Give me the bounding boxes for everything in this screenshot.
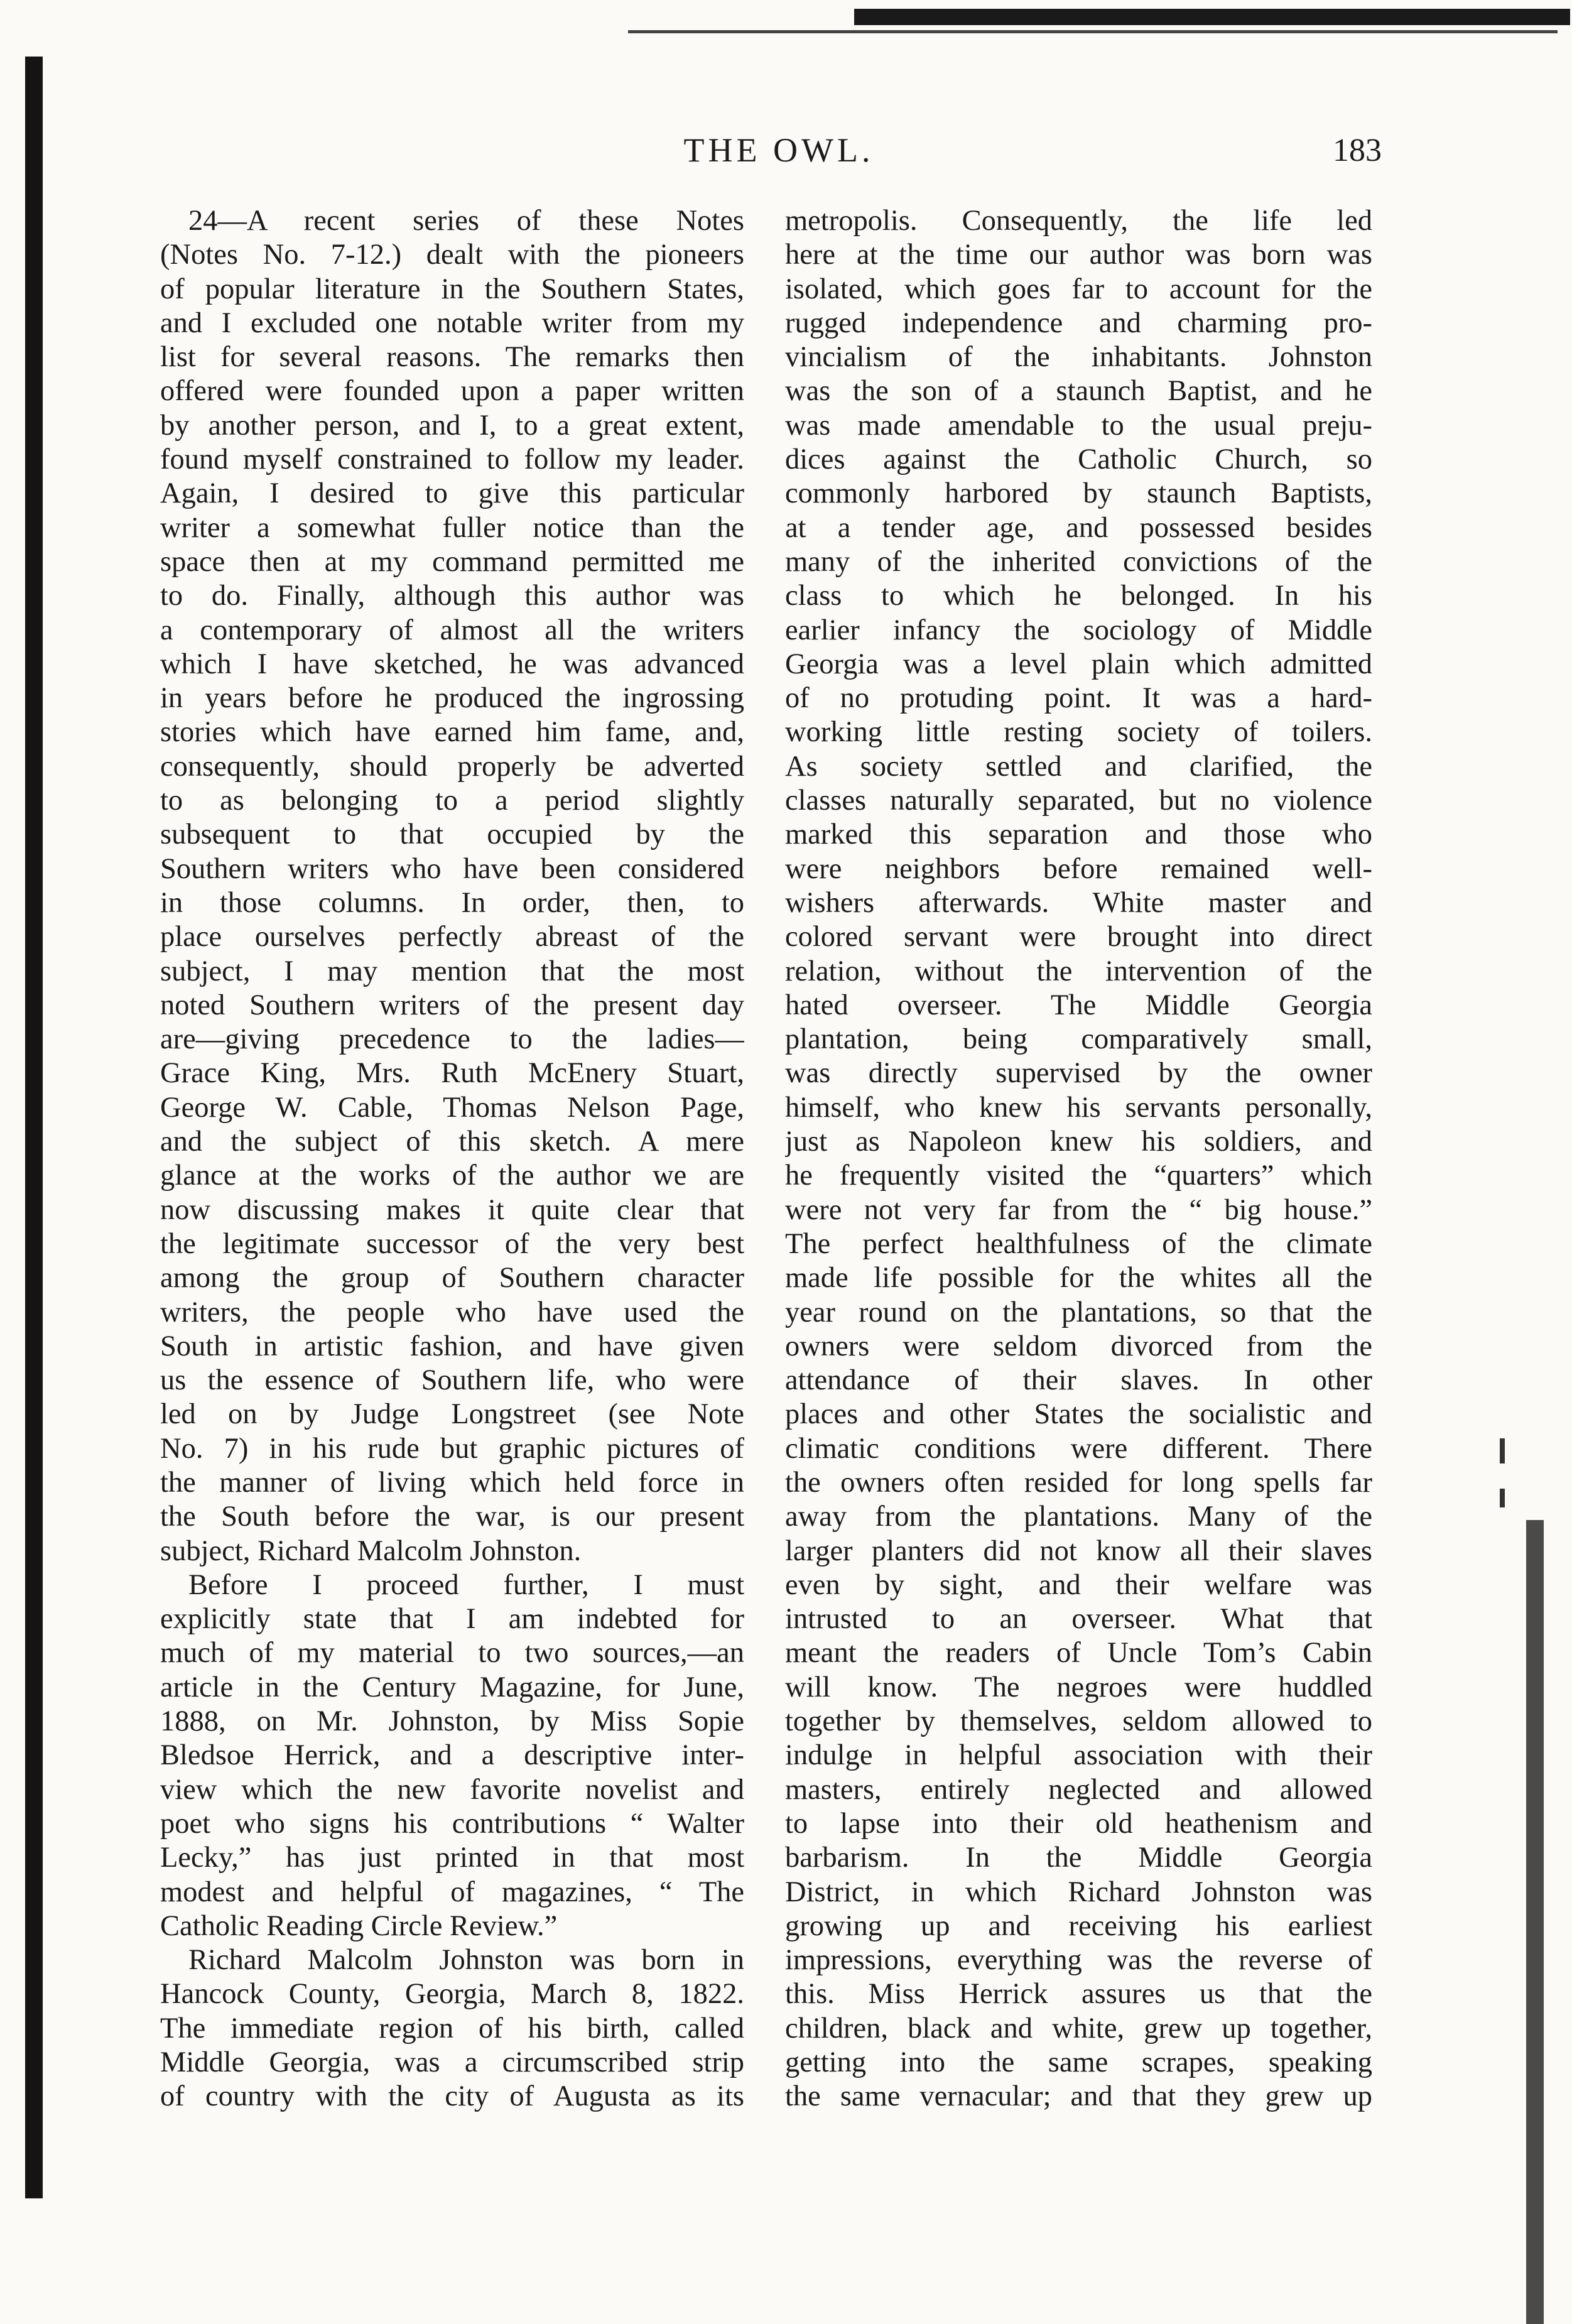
text-line: The perfect healthfulness of the climate (785, 1227, 1372, 1260)
text-line: many of the inherited convictions of the (785, 545, 1372, 578)
page-title: THE OWL. (683, 131, 874, 169)
text-line: to do. Finally, although this author was (160, 580, 744, 612)
text-line: noted Southern writers of the present day (160, 989, 744, 1021)
text-line: 1888, on Mr. Johnston, by Miss Sopie (160, 1705, 744, 1738)
text-line: were not very far from the “ big house.” (785, 1193, 1372, 1226)
text-line: Georgia was a level plain which admitted (785, 648, 1372, 680)
left-binding-edge (25, 57, 43, 2198)
text-line: view which the new favorite novelist and (160, 1773, 744, 1806)
text-line: wishers afterwards. White master and (785, 886, 1372, 919)
text-line: at a tender age, and possessed besides (785, 511, 1372, 544)
text-line: growing up and receiving his earliest (785, 1909, 1372, 1942)
text-line: Before I proceed further, I must (188, 1568, 744, 1601)
text-line: now discussing makes it quite clear that (160, 1193, 744, 1226)
text-line: Grace King, Mrs. Ruth McEnery Stuart, (160, 1057, 744, 1090)
text-line: climatic conditions were different. There (785, 1432, 1372, 1465)
text-line: in years before he produced the ingrossing (160, 682, 744, 715)
text-line: getting into the same scrapes, speaking (785, 2046, 1372, 2079)
text-line: Bledsoe Herrick, and a descriptive inter- (160, 1739, 744, 1772)
text-line: Richard Malcolm Johnston was born in (188, 1944, 744, 1977)
text-line: George W. Cable, Thomas Nelson Page, (160, 1091, 744, 1124)
text-line: Again, I desired to give this particular (160, 477, 744, 510)
text-line: are—giving precedence to the ladies— (160, 1023, 744, 1056)
text-line: plantation, being comparatively small, (785, 1023, 1372, 1056)
top-thin-rule (628, 30, 1558, 33)
text-line: made life possible for the whites all the (785, 1262, 1372, 1295)
text-line: consequently, should properly be adverted (160, 750, 744, 783)
text-line: modest and helpful of magazines, “ The (160, 1876, 744, 1908)
text-line: and the subject of this sketch. A mere (160, 1126, 744, 1158)
text-line: was made amendable to the usual preju- (785, 409, 1372, 442)
text-line: colored servant were brought into direct (785, 921, 1372, 953)
text-line: marked this separation and those who (785, 818, 1372, 851)
text-line: Hancock County, Georgia, March 8, 1822. (160, 1978, 744, 2011)
text-line: working little resting society of toilers. (785, 716, 1372, 749)
right-margin-mark (1500, 1489, 1505, 1507)
text-line: of popular literature in the Southern States, (160, 273, 744, 305)
text-line: the owners often resided for long spells far (785, 1466, 1372, 1499)
text-line: subsequent to that occupied by the (160, 818, 744, 851)
text-line: will know. The negroes were huddled (785, 1671, 1372, 1703)
text-line: Southern writers who have been considered (160, 852, 744, 885)
text-line: larger planters did not know all their slaves (785, 1534, 1372, 1567)
text-line: dices against the Catholic Church, so (785, 443, 1372, 476)
left-text-column (160, 204, 744, 2114)
text-line: was the son of a staunch Baptist, and he (785, 375, 1372, 408)
text-line: year round on the plantations, so that the (785, 1296, 1372, 1328)
text-line: masters, entirely neglected and allowed (785, 1773, 1372, 1806)
text-line: were neighbors before remained well- (785, 852, 1372, 885)
text-line: together by themselves, seldom allowed to (785, 1705, 1372, 1738)
text-line: Lecky,” has just printed in that most (160, 1842, 744, 1874)
text-line: vincialism of the inhabitants. Johnston (785, 341, 1372, 374)
text-line: District, in which Richard Johnston was (785, 1876, 1372, 1908)
text-line: South in artistic fashion, and have given (160, 1330, 744, 1362)
right-margin-mark (1500, 1438, 1505, 1463)
text-line: himself, who knew his servants personally, (785, 1091, 1372, 1124)
text-line: meant the readers of Uncle Tom’s Cabin (785, 1637, 1372, 1670)
text-line: As society settled and clarified, the (785, 750, 1372, 783)
text-line: was directly supervised by the owner (785, 1057, 1372, 1090)
text-line: isolated, which goes far to account for the (785, 273, 1372, 305)
text-line: of country with the city of Augusta as its (160, 2080, 744, 2113)
text-line: relation, without the intervention of the (785, 955, 1372, 987)
text-line: indulge in helpful association with their (785, 1739, 1372, 1772)
text-line: owners were seldom divorced from the (785, 1330, 1372, 1362)
text-line: impressions, everything was the reverse of (785, 1944, 1372, 1977)
text-line: us the essence of Southern life, who were (160, 1364, 744, 1397)
text-line: this. Miss Herrick assures us that the (785, 1978, 1372, 2011)
page-number: 183 (1333, 133, 1382, 168)
text-line: in those columns. In order, then, to (160, 886, 744, 919)
text-line: class to which he belonged. In his (785, 580, 1372, 612)
text-line: hated overseer. The Middle Georgia (785, 989, 1372, 1021)
text-line: Catholic Reading Circle Review.” (160, 1909, 558, 1942)
text-line: away from the plantations. Many of the (785, 1501, 1372, 1533)
right-text-column (785, 204, 1372, 2114)
text-line: which I have sketched, he was advanced (160, 648, 744, 680)
text-line: much of my material to two sources,—an (160, 1637, 744, 1670)
text-line: glance at the works of the author we are (160, 1159, 744, 1192)
text-line: led on by Judge Longstreet (see Note (160, 1398, 744, 1431)
text-line: by another person, and I, to a great extent, (160, 409, 744, 442)
text-line: rugged independence and charming pro- (785, 307, 1372, 339)
text-line: space then at my command permitted me (160, 545, 744, 578)
text-line: and I excluded one notable writer from my (160, 307, 744, 339)
text-line: a contemporary of almost all the writers (160, 614, 744, 646)
text-line: poet who signs his contributions “ Walter (160, 1807, 744, 1840)
text-line: offered were founded upon a paper written (160, 375, 744, 408)
text-line: Middle Georgia, was a circumscribed strip (160, 2046, 744, 2079)
text-line: The immediate region of his birth, called (160, 2012, 744, 2044)
text-line: subject, Richard Malcolm Johnston. (160, 1534, 582, 1567)
text-line: just as Napoleon knew his soldiers, and (785, 1126, 1372, 1158)
text-line: earlier infancy the sociology of Middle (785, 614, 1372, 646)
text-line: No. 7) in his rude but graphic pictures of (160, 1432, 744, 1465)
text-line: stories which have earned him fame, and, (160, 716, 744, 749)
text-line: (Notes No. 7-12.) dealt with the pioneers (160, 239, 744, 271)
right-page-edge (1526, 1520, 1544, 2324)
text-line: intrusted to an overseer. What that (785, 1603, 1372, 1636)
text-line: to as belonging to a period slightly (160, 785, 744, 817)
top-printing-rule (854, 9, 1570, 25)
text-line: here at the time our author was born was (785, 239, 1372, 271)
text-line: of no protuding point. It was a hard- (785, 682, 1372, 715)
text-line: among the group of Southern character (160, 1262, 744, 1295)
text-line: subject, I may mention that the most (160, 955, 744, 987)
page-header (176, 126, 1382, 182)
text-line: barbarism. In the Middle Georgia (785, 1842, 1372, 1874)
text-line: to lapse into their old heathenism and (785, 1807, 1372, 1840)
text-line: article in the Century Magazine, for June, (160, 1671, 744, 1703)
text-line: found myself constrained to follow my leader. (160, 443, 744, 476)
text-line: metropolis. Consequently, the life led (785, 205, 1372, 237)
text-line: writers, the people who have used the (160, 1296, 744, 1328)
text-line: commonly harbored by staunch Baptists, (785, 477, 1372, 510)
text-line: he frequently visited the “quarters” which (785, 1159, 1372, 1192)
text-line: the manner of living which held force in (160, 1466, 744, 1499)
text-line: 24—A recent series of these Notes (188, 205, 744, 237)
text-line: children, black and white, grew up together, (785, 2012, 1372, 2044)
text-line: explicitly state that I am indebted for (160, 1603, 744, 1636)
text-line: the same vernacular; and that they grew up (785, 2080, 1372, 2113)
text-line: attendance of their slaves. In other (785, 1364, 1372, 1397)
text-line: the legitimate successor of the very best (160, 1227, 744, 1260)
text-line: list for several reasons. The remarks then (160, 341, 744, 374)
text-line: even by sight, and their welfare was (785, 1568, 1372, 1601)
text-line: the South before the war, is our present (160, 1501, 744, 1533)
text-line: place ourselves perfectly abreast of the (160, 921, 744, 953)
text-line: classes naturally separated, but no violence (785, 785, 1372, 817)
text-line: writer a somewhat fuller notice than the (160, 511, 744, 544)
text-line: places and other States the socialistic and (785, 1398, 1372, 1431)
